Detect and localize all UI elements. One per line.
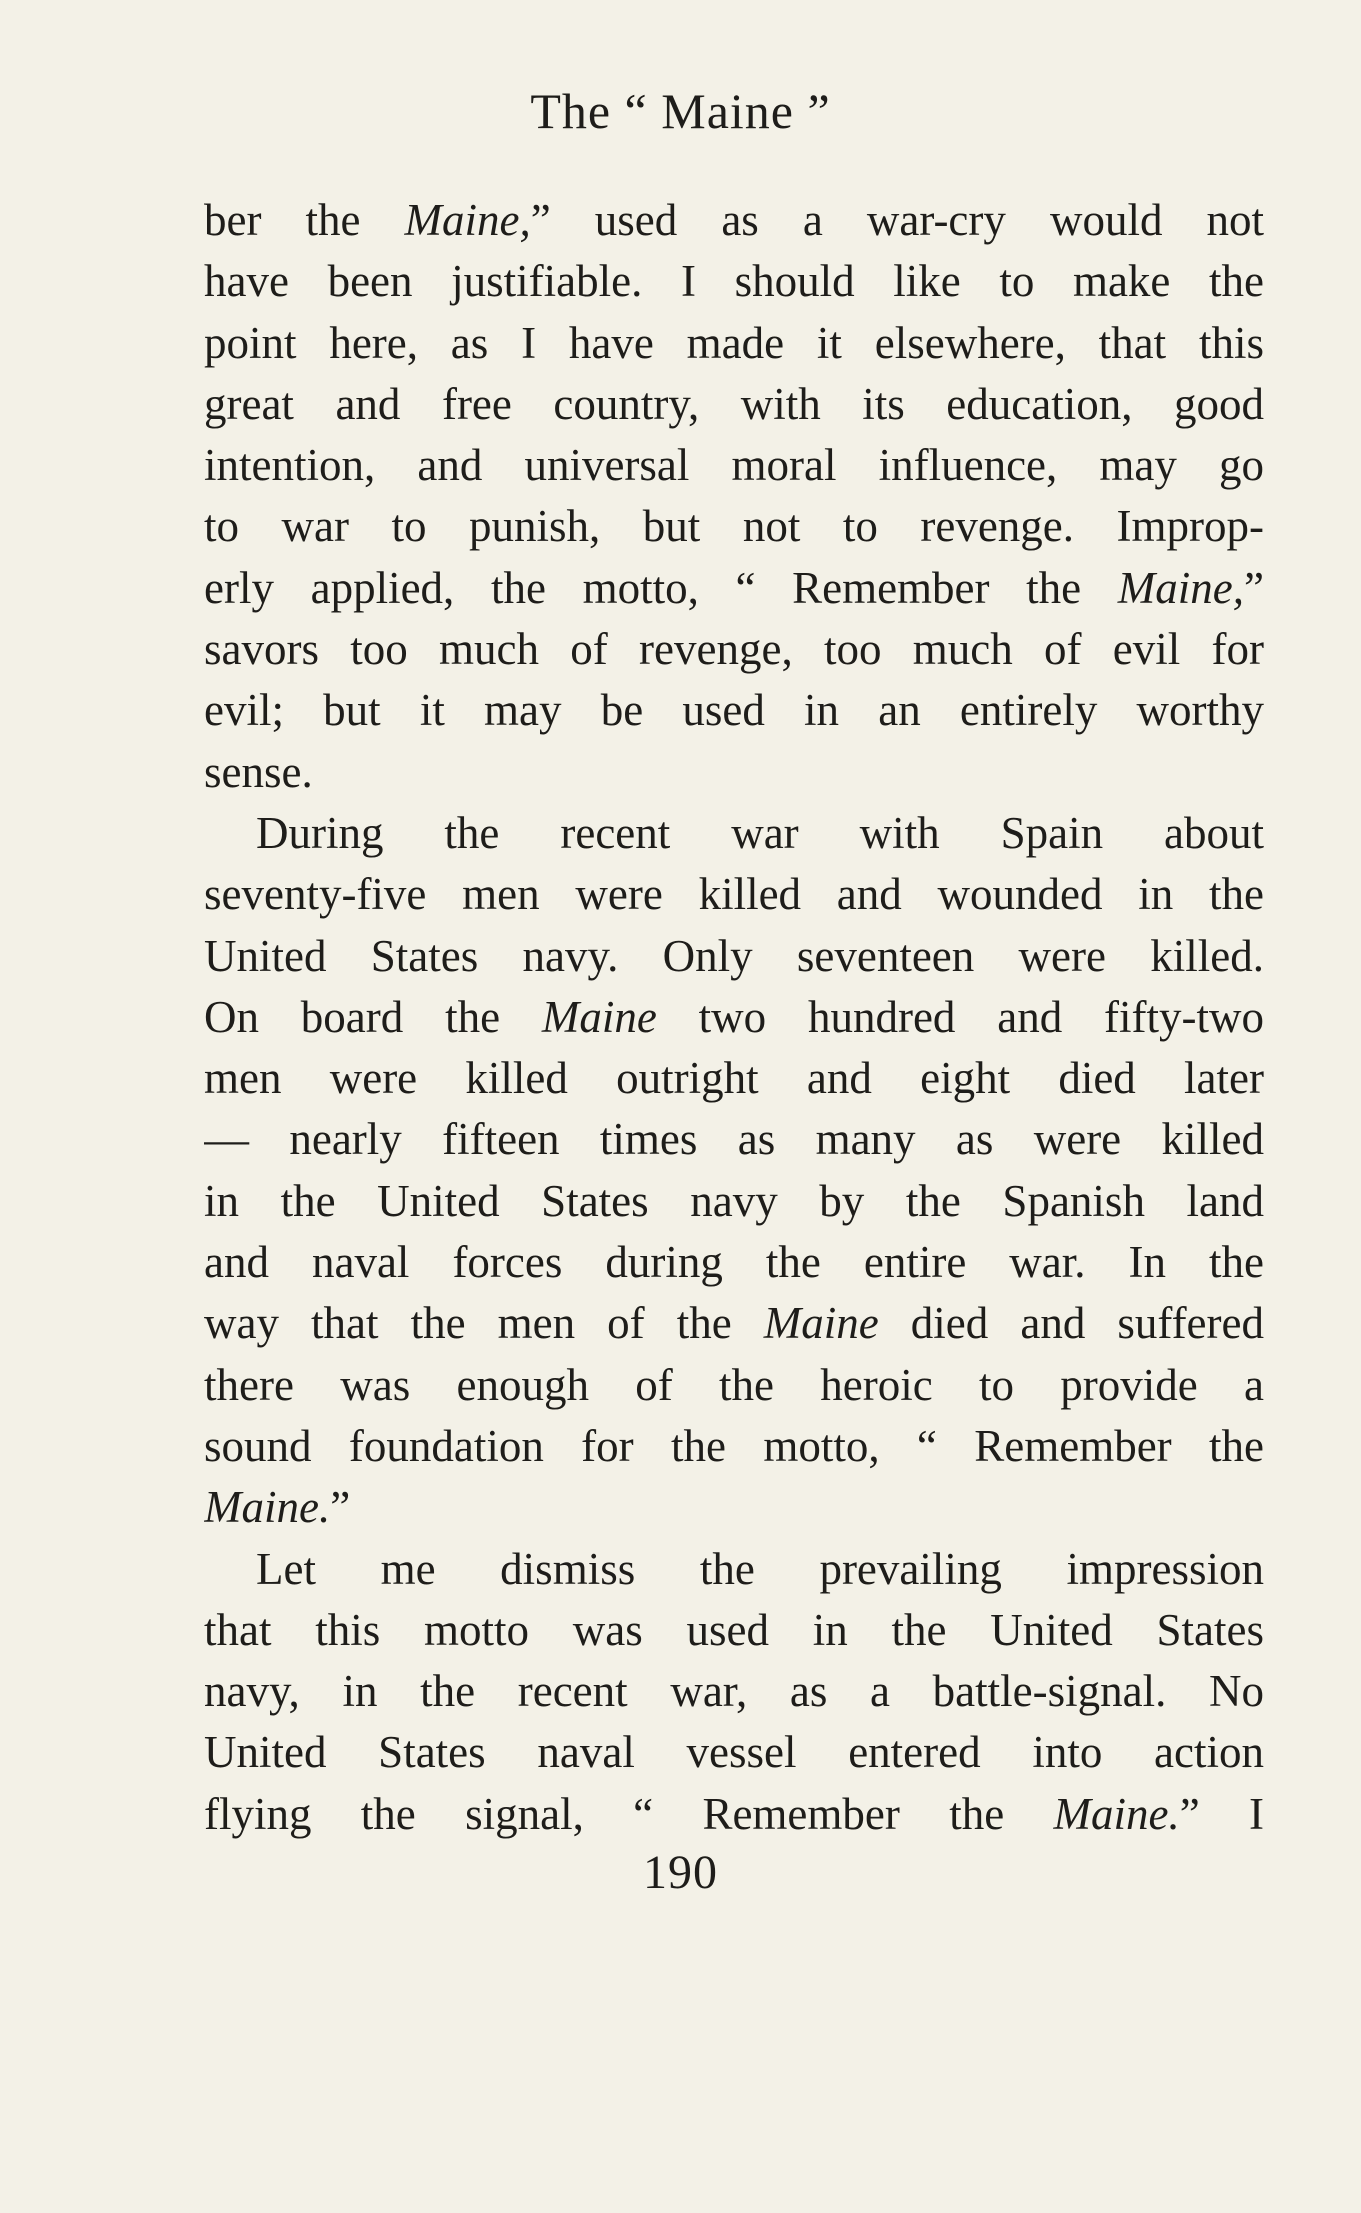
text-line xyxy=(204,619,1264,680)
ship-name: Maine xyxy=(763,1298,879,1349)
line-text: United States naval vessel entered into action xyxy=(204,1727,1264,1778)
text-line xyxy=(204,1477,1264,1538)
line-text: seventy-five men were killed and wounded in the xyxy=(204,869,1264,920)
text-line xyxy=(204,435,1264,496)
line-text: there was enough of the heroic to provide a xyxy=(204,1359,1264,1410)
line-text: navy, in the recent war, as a battle-signal. No xyxy=(204,1666,1264,1717)
text-line xyxy=(204,1109,1264,1170)
line-text: erly applied, the motto, “ Remember the xyxy=(204,562,1118,613)
text-line xyxy=(204,190,1264,251)
text-line xyxy=(204,1722,1264,1783)
line-text: sense. xyxy=(204,746,313,797)
line-text: Let me dismiss the prevailing impression xyxy=(256,1543,1264,1594)
line-text: that this motto was used in the United States xyxy=(204,1604,1264,1655)
line-text: United States navy. Only seventeen were killed. xyxy=(204,930,1264,981)
line-text: great and free country, with its education, good xyxy=(204,378,1264,429)
line-text: intention, and universal moral influence, may go xyxy=(204,440,1264,491)
text-line xyxy=(204,1293,1264,1354)
page-number: 190 xyxy=(643,1846,718,1899)
line-text: sound foundation for the motto, “ Remember the xyxy=(204,1420,1264,1471)
line-text: evil; but it may be used in an entirely worthy xyxy=(204,685,1264,736)
line-text: — nearly fifteen times as many as were killed xyxy=(204,1114,1264,1165)
text-line xyxy=(204,558,1264,619)
ship-name: Maine, xyxy=(404,195,531,245)
body-text xyxy=(204,190,1264,1845)
text-line xyxy=(204,496,1264,557)
ship-name: Maine, xyxy=(1117,562,1245,613)
text-line xyxy=(204,803,1264,864)
text-line xyxy=(204,1784,1264,1845)
line-text: ” xyxy=(330,1482,351,1533)
text-line xyxy=(204,1232,1264,1293)
line-text: died and suffered xyxy=(878,1298,1264,1349)
text-line xyxy=(204,1416,1264,1477)
text-line xyxy=(204,742,1264,803)
line-text: savors too much of revenge, too much of evil for xyxy=(204,624,1264,675)
line-text: point here, as I have made it elsewhere, that this xyxy=(204,317,1264,368)
line-text: two hundred and fifty-two xyxy=(656,991,1264,1042)
line-text: and naval forces during the entire war. In the xyxy=(204,1237,1264,1288)
ship-name: Maine. xyxy=(1053,1788,1180,1839)
text-line xyxy=(204,1048,1264,1109)
text-line xyxy=(204,680,1264,741)
line-text: ” used as a war-cry would not xyxy=(530,195,1264,245)
text-line xyxy=(204,987,1264,1048)
text-line xyxy=(204,1171,1264,1232)
line-text: way that the men of the xyxy=(204,1298,764,1349)
ship-name: Maine. xyxy=(204,1482,331,1533)
text-line xyxy=(204,1355,1264,1416)
ship-name: Maine xyxy=(541,991,657,1042)
text-line xyxy=(204,251,1264,312)
line-text: in the United States navy by the Spanish land xyxy=(204,1175,1264,1226)
text-line xyxy=(204,864,1264,925)
text-line xyxy=(204,313,1264,374)
line-text: flying the signal, “ Remember the xyxy=(204,1788,1054,1839)
line-text: During the recent war with Spain about xyxy=(256,807,1264,858)
running-head: The “ Maine ” xyxy=(530,83,831,139)
line-text: men were killed outright and eight died later xyxy=(204,1053,1264,1104)
text-line xyxy=(204,1539,1264,1600)
line-text: ” xyxy=(1244,562,1264,613)
text-line xyxy=(204,1600,1264,1661)
line-text: to war to punish, but not to revenge. Improp- xyxy=(204,501,1264,552)
text-line xyxy=(204,1661,1264,1722)
text-line xyxy=(204,926,1264,987)
text-line xyxy=(204,374,1264,435)
line-text: have been justifiable. I should like to make the xyxy=(204,256,1264,307)
line-text: On board the xyxy=(204,991,542,1042)
line-text: ber the xyxy=(204,195,405,245)
line-text: ” I xyxy=(1179,1788,1264,1839)
